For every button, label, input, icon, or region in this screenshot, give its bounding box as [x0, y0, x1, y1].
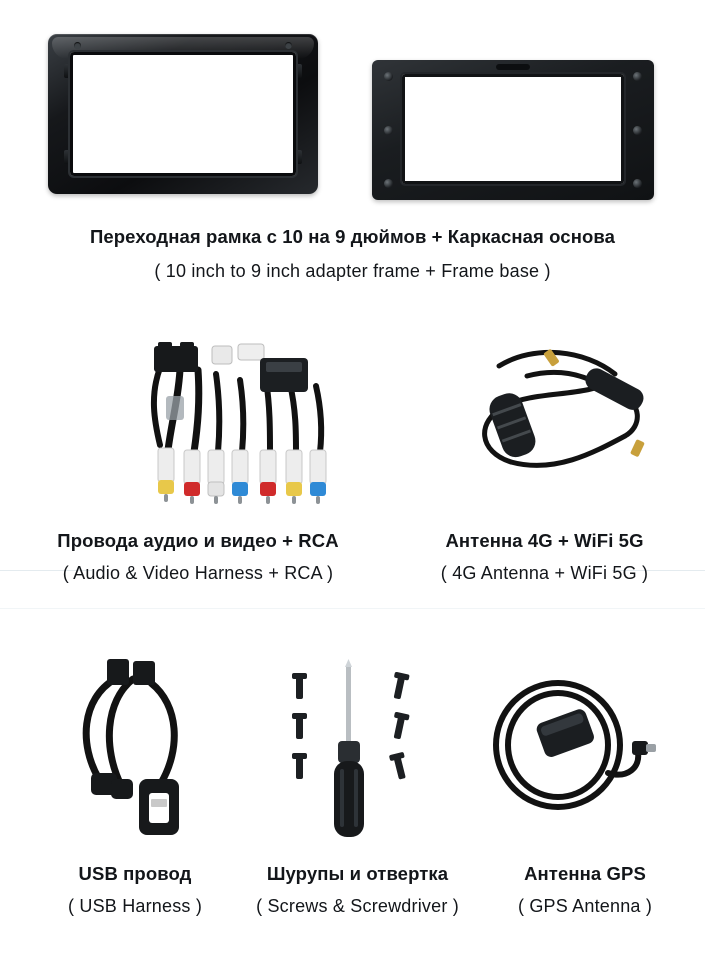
adapter-frame-glossy-icon: [48, 34, 318, 194]
row-usb-screws-gps: [0, 635, 705, 955]
item-usb: [30, 863, 240, 918]
harness-caption-en: ( Audio & Video Harness + RCA ): [62, 563, 334, 584]
item-gps: [480, 863, 690, 918]
gps-antenna-icon: [470, 653, 675, 853]
frame-images: [0, 28, 705, 200]
item-antenna4g: [392, 530, 697, 585]
item-frame: [0, 0, 705, 300]
frame-caption-ru: Переходная рамка с 10 на 9 дюймов + Каркасная основа: [90, 226, 615, 247]
antenna4g-caption-en: ( 4G Antenna + WiFi 5G ): [440, 563, 649, 584]
harness-caption-ru: Провода аудио и видео + RCA: [57, 530, 339, 551]
usb-caption-en: ( USB Harness ): [67, 896, 203, 917]
audio-video-harness-rca-icon: [120, 340, 380, 515]
gps-caption-ru: Антенна GPS: [524, 863, 646, 884]
4g-wifi-antenna-icon: [465, 340, 670, 515]
gps-caption-en: ( GPS Antenna ): [517, 896, 653, 917]
screws-caption-en: ( Screws & Screwdriver ): [256, 896, 459, 917]
decorative-hairline-middle: [0, 608, 705, 609]
row-harness-antenna: [0, 330, 705, 600]
usb-cable-icon: [55, 653, 240, 853]
frame-base-matte-icon: [372, 60, 654, 200]
frame-caption-en: ( 10 inch to 9 inch adapter frame + Frame base ): [154, 261, 551, 281]
antenna4g-caption-ru: Антенна 4G + WiFi 5G: [445, 530, 644, 551]
item-harness: [8, 530, 388, 585]
screws-caption-ru: Шурупы и отвертка: [266, 863, 449, 884]
usb-caption-ru: USB провод: [78, 863, 192, 884]
screwdriver-and-screws-icon: [270, 653, 435, 853]
item-screws: [235, 863, 480, 918]
